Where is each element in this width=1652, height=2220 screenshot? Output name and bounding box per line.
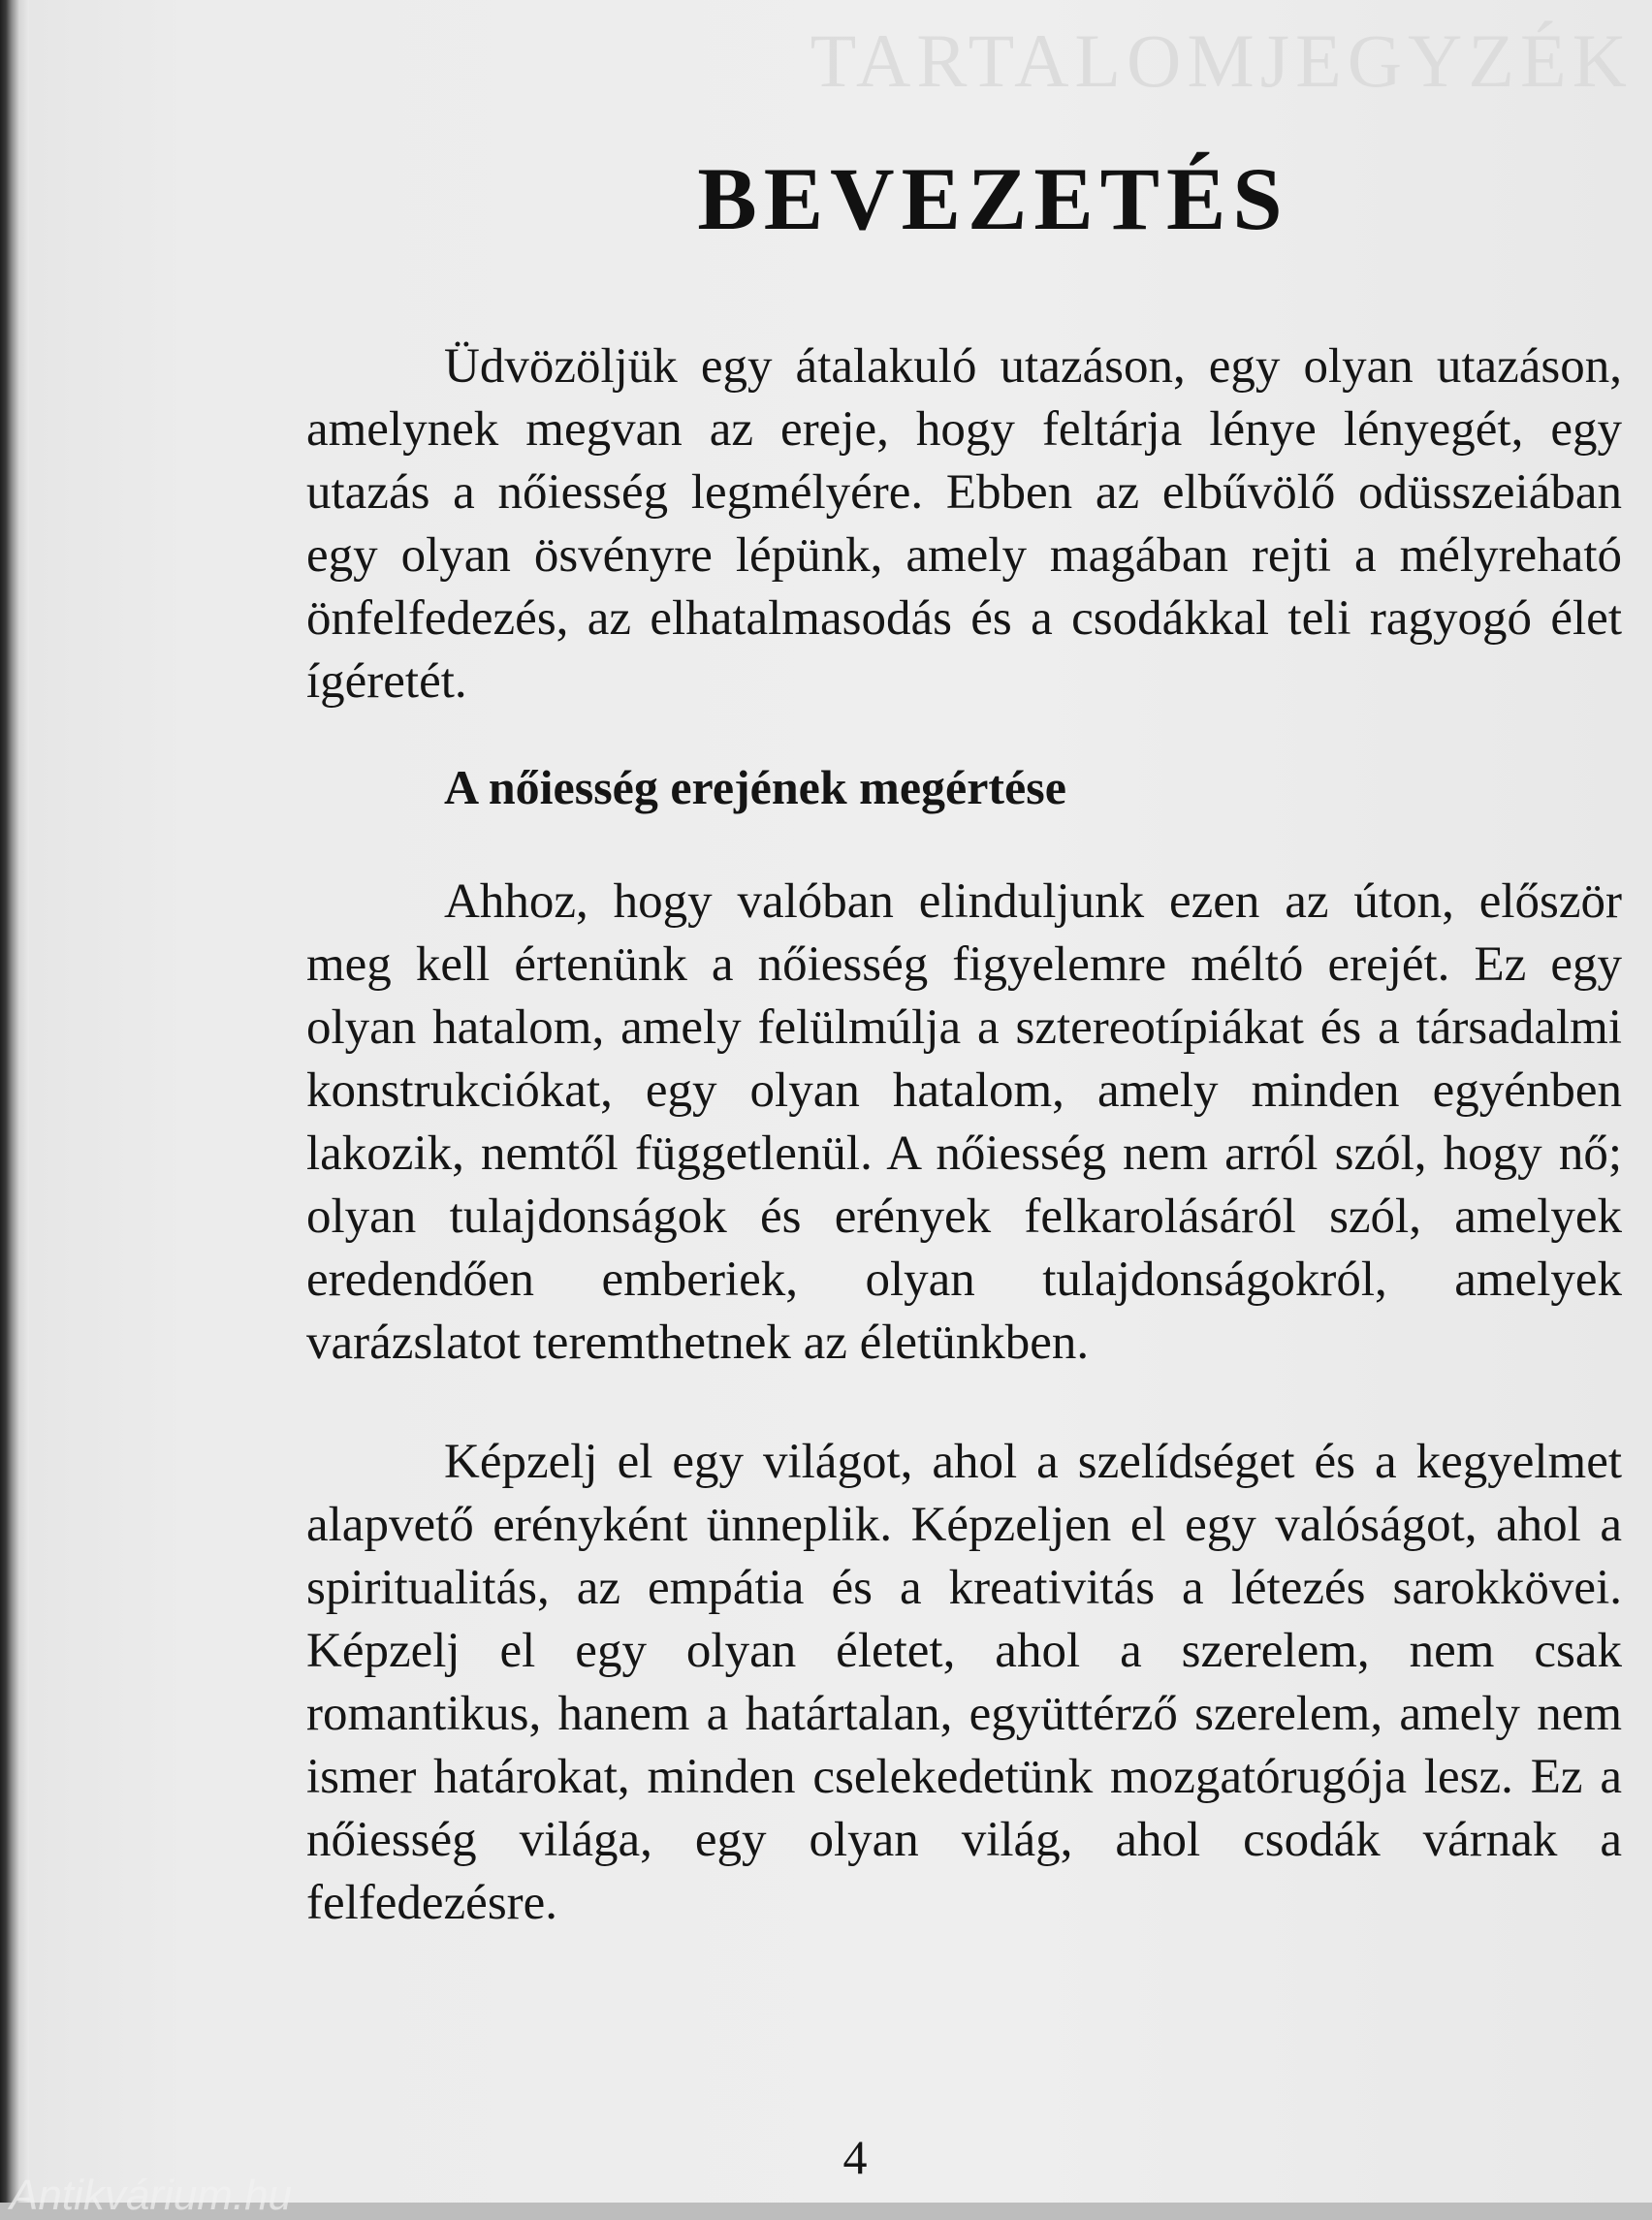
page-content bbox=[306, 145, 1622, 1935]
body-paragraph-2: Képzelj el egy világot, ahol a szelídséget és a kegyelmet alapvető erényként ünneplik. Képzeljen el egy valóságot, ahol a spiritualitás, az empátia és a kreativitás a létezés sarokkövei. Képzelj el egy olyan életet, ahol a szerelem, nem csak romantikus, hanem a határtalan, együttérző szerelem, amely nem ismer határokat, minden cselekedetünk mozgatórugója lesz. Ez a nőiesség világa, egy olyan világ, ahol csodák várnak a felfedezésre. bbox=[306, 1435, 1622, 1930]
watermark-logo: Antikvárium.hu bbox=[10, 2172, 293, 2219]
section-heading: A nőiesség erejének megértése bbox=[444, 760, 1066, 814]
chapter-title: BEVEZETÉS bbox=[697, 149, 1289, 248]
show-through-text: TARTALOMJEGYZÉK bbox=[810, 18, 1633, 103]
book-spine-shadow bbox=[0, 0, 29, 2203]
body-paragraph-1: Ahhoz, hogy valóban elinduljunk ezen az úton, először meg kell értenünk a nőiesség figyelemre méltó erejét. Ez egy olyan hatalom, amely felülmúlja a sztereotípiákat és a társadalmi konstrukciókat, egy olyan hatalom, amely minden egyénben lakozik, nemtől függetlenül. A nőiesség nem arról szól, hogy nő; olyan tulajdonságok és erények felkarolásáról szól, amelyek eredendően emberiek, olyan tulajdonságokról, amelyek varázslatot teremthetnek az életünkben. bbox=[306, 874, 1622, 1370]
book-page bbox=[29, 0, 1652, 2203]
intro-paragraph: Üdvözöljük egy átalakuló utazáson, egy olyan utazáson, amelynek megvan az ereje, hogy feltárja lénye lényegét, egy utazás a nőiesség legmélyére. Ebben az elbűvölő odüsszeiában egy olyan ösvényre lépünk, amely magában rejti a mélyreható önfelfedezés, az elhatalmasodás és a csodákkal teli ragyogó élet ígéretét. bbox=[306, 339, 1622, 709]
page-number: 4 bbox=[842, 2130, 868, 2184]
